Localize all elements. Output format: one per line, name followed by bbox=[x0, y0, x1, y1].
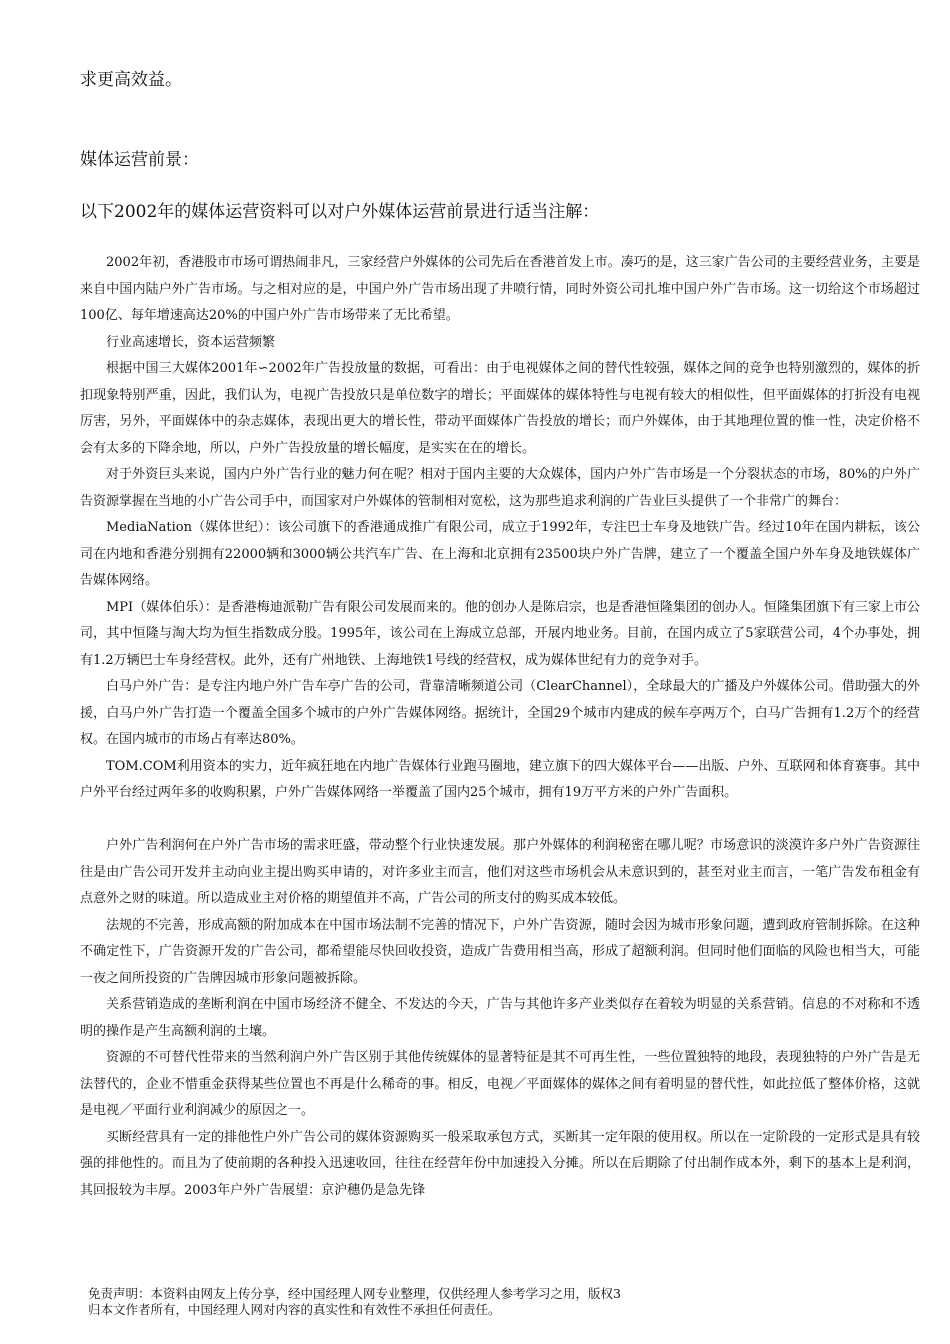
paragraph: 买断经营具有一定的排他性户外广告公司的媒体资源购买一般采取承包方式，买断其一定年限的使用权。所以在一定阶段的一定形式是具有较强的排他性的。而且为了使前期的各种投入迅速收回，往往在经营年份中加速投入分摊。所以在后期除了付出制作成本外，剩下的基本上是利润，其回报较为丰厚。2003年户外广告展望：京沪穗仍是急先锋 bbox=[80, 1129, 920, 1198]
body-text bbox=[80, 250, 920, 1204]
paragraph: TOM.COM利用资本的实力，近年疯狂地在内地广告媒体行业跑马圈地，建立旗下的四大媒体平台——出版、户外、互联网和体育赛事。其中户外平台经过两年多的收购积累，户外广告媒体网络一举覆盖了国内25个城市，拥有19万平方米的户外广告面积。 bbox=[80, 758, 920, 800]
paragraph: 根据中国三大媒体2001年∽2002年广告投放量的数据，可看出：由于电视媒体之间的替代性较强，媒体之间的竞争也特别激烈的，媒体的折扣现象特别严重，因此，我们认为，电视广告投放只是单位数字的增长；平面媒体的媒体特性与电视有较大的相似性，但平面媒体的打折没有电视厉害，另外，平面媒体中的杂志媒体，表现出更大的增长性，带动平面媒体广告投放的增长；而户外媒体，由于其地理位置的惟一性，决定价格不会有太多的下降余地，所以，户外广告投放量的增长幅度，是实实在在的增长。 bbox=[80, 361, 920, 456]
section-heading: 媒体运营前景： bbox=[80, 150, 199, 170]
paragraph: 户外广告利润何在户外广告市场的需求旺盛，带动整个行业快速发展。那户外媒体的利润秘密在哪儿呢？市场意识的淡漠许多户外广告资源往往是由广告公司开发并主动向业主提出购买申请的，对许多业主而言，他们对这些市场机会从未意识到的，甚至对业主而言，一笔广告发布租金有点意外之财的味道。所以造成业主对价格的期望值并不高，广告公司的所支付的购买成本较低。 bbox=[80, 838, 920, 906]
paragraph: 法规的不完善，形成高额的附加成本在中国市场法制不完善的情况下，户外广告资源，随时会因为城市形象问题，遭到政府管制拆除。在这种不确定性下，广告资源开发的广告公司，都希望能尽快回收投资，造成广告费用相当高，形成了超额利润。但同时他们面临的风险也相当大，可能一夜之间所投资的广告牌因城市形象问题被拆除。 bbox=[80, 917, 920, 986]
intro-line: 以下2002年的媒体运营资料可以对户外媒体运营前景进行适当注解： bbox=[80, 202, 600, 222]
subheading: 行业高速增长，资本运营频繁 bbox=[106, 334, 276, 350]
paragraph: 关系营销造成的垄断利润在中国市场经济不健全、不发达的今天，广告与其他许多产业类似存在着较为明显的关系营销。信息的不对称和不透明的操作是产生高额利润的土壤。 bbox=[80, 997, 920, 1039]
paragraph: 白马户外广告：是专注内地户外广告车亭广告的公司，背靠清晰频道公司（ClearChannel），全球最大的广播及户外媒体公司。借助强大的外援，白马户外广告打造一个覆盖全国多个城市的户外广告媒体网络。据统计，全国29个城市内建成的候车亭两万个，白马广告拥有1.2万个的经营权。在国内城市的市场占有率达80%。 bbox=[80, 679, 920, 747]
page-number: 3 bbox=[613, 1286, 621, 1301]
paragraph: 资源的不可替代性带来的当然利润户外广告区别于其他传统媒体的显著特征是其不可再生性，一些位置独特的地段，表现独特的户外广告是无法替代的，企业不惜重金获得某些位置也不再是什么稀奇的事。相反，电视／平面媒体的媒体之间有着明显的替代性，如此拉低了整体价格，这就是电视／平面行业利润减少的原因之一。 bbox=[80, 1050, 920, 1118]
paragraph-gap bbox=[80, 807, 920, 834]
disclaimer-line-1 bbox=[88, 1286, 888, 1302]
disclaimer-footer bbox=[88, 1286, 888, 1318]
disclaimer-line-2: 归本文作者所有，中国经理人网对内容的真实性和有效性不承担任何责任。 bbox=[88, 1302, 501, 1317]
paragraph: 2002年初，香港股市市场可谓热闹非凡，三家经营户外媒体的公司先后在香港首发上市。凑巧的是，这三家广告公司的主要经营业务，主要是来自中国内陆户外广告市场。与之相对应的是，中国户外广告市场出现了井喷行情，同时外资公司扎堆中国户外广告市场。这一切给这个市场超过100亿、每年增速高达20%的中国户外广告市场带来了无比希望。 bbox=[80, 255, 920, 323]
paragraph: MPI（媒体伯乐）：是香港梅迪派勒广告有限公司发展而来的。他的创办人是陈启宗，也是香港恒隆集团的创办人。恒隆集团旗下有三家上市公司，其中恒隆与淘大均为恒生指数成分股。1995年，该公司在上海成立总部，开展内地业务。目前，在国内成立了5家联营公司，4个办事处，拥有1.2万辆巴士车身经营权。此外，还有广州地铁、上海地铁1号线的经营权，成为媒体世纪有力的竞争对手。 bbox=[80, 599, 920, 668]
paragraph: MediaNation（媒体世纪）：该公司旗下的香港通成推广有限公司，成立于1992年，专注巴士车身及地铁广告。经过10年在国内耕耘，该公司在内地和香港分别拥有22000辆和3000辆公共汽车广告、在上海和北京拥有23500块户外广告牌，建立了一个覆盖全国户外车身及地铁媒体广告媒体网络。 bbox=[80, 520, 920, 588]
lead-line: 求更高效益。 bbox=[80, 70, 182, 90]
disclaimer-text: 免责声明：本资料由网友上传分享，经中国经理人网专业整理，仅供经理人参考学习之用，版权 bbox=[88, 1286, 614, 1301]
paragraph: 对于外资巨头来说，国内户外广告行业的魅力何在呢？相对于国内主要的大众媒体，国内户外广告市场是一个分裂状态的市场，80%的户外广告资源掌握在当地的小广告公司手中，而国家对户外媒体的管制相对宽松，这为那些追求利润的广告业巨头提供了一个非常广的舞台： bbox=[80, 467, 920, 509]
